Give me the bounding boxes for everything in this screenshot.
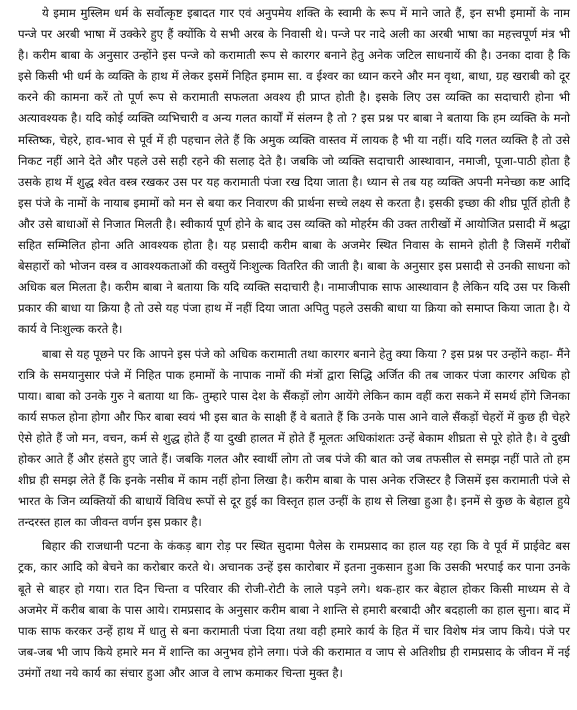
paragraph-karamati-panja: ये इमाम मुस्लिम धर्म के सर्वोत्कृष्ट इबादत गार एवं अनुपमेय शक्ति के स्वामी के रूप में माने जाते हैं, इन सभी इमामों के नाम पन्जे पर अरबी भाषा में उक्केरे हुए हैं क्योंकि ये सभी अरब के निवासी थे। पन्जे पर नादे अली का अरबी भाषा का महत्त्वपूर्ण मंत्र भी है। करीम बाबा के अनुसार उन्होंने इस पन्जे को करामाती रूप से कारगर बनाने हेतु अनेक जटिल साधनायें की है। उनका दावा है कि इसे किसी भी धर्म के व्यक्ति के हाथ में लेकर इसमें निहित इमाम सा. व ईश्वर का ध्यान करने और मन वृथा, बाधा, ग्रह खराबी को दूर करने की कामना करें तो पूर्ण रूप से करामाती सफलता अवश्य ही प्राप्त होती है। इसके लिए उस व्यक्ति का सदाचारी होना भी अत्यावश्यक है। यदि कोई व्यक्ति व्यभिचारी व अन्य गलत कार्यों में संलग्न है तो ? इस प्रश्न पर बाबा ने बताया कि हम व्यक्ति के मनो मस्तिष्क, चेहरे, हाव-भाव से पूर्व में ही पहचान लेते हैं कि अमुक व्यक्ति वास्तव में लायक है भी या नहीं। यदि गलत व्यक्ति है तो उसे निकट नहीं आने देते और पहले उसे सही रहने की सलाह देते है। जबकि जो व्यक्ति सदाचारी आस्थावान, नमाजी, पूजा-पाठी होता है उसके हाथ में शुद्ध श्वेत वस्त्र रखकर उस पर यह करामाती पंजा रख दिया जाता है। ध्यान से तब यह व्यक्ति अपनी मनेच्छा कष्ट आदि इस पंजे के नामों के नायाब इमामों को मन से बया कर निवारण की प्रार्थना सच्चे लक्ष्य से करता है। इसकी इच्छा की शीघ्र पूर्ति होती है और उसे बाधाओं से निजात मिलती है। स्वीकार्य पूर्ण होने के बाद उस व्यक्ति को मोहर्रम की उक्त तारीखों में आयोजित प्रसादी में श्रद्धा सहित सम्मिलित होना अति आवश्यक होता है। यह प्रसादी करीम बाबा के अजमेर स्थित निवास के सामने होती है जिसमें गरीबों बेसहारों को भोजन वस्त्र व आवश्यकताओं की वस्तुयें निःशुल्क वितरित की जाती है। बाबा के अनुसार इस प्रसादी से उनकी साधना को अधिक बल मिलता है। करीम बाबा ने बताया कि यदि व्यक्ति सदाचारी है। नामाजीपाक साफ आस्थावान है लेकिन यदि उस पर किसी प्रकार की बाधा या क्रिया है तो उसे यह पंजा हाथ में नहीं दिया जाता अपितु पहले उसकी बाधा या क्रिया को समाप्त किया जाता है। ये कार्य वे निःशुल्क करते है। bbox=[18, 6, 570, 337]
paragraph-ramprasad-case: बिहार की राजधानी पटना के कंकड़ बाग रोड़ पर स्थित सुदामा पैलेस के रामप्रसाद का हाल यह रहा कि वे पूर्व में प्राईवेट बस ट्रक, कार आदि को बेचने का करोबार करते थे। अचानक उन्हें इस कारोबार में इतना नुकसान हुआ कि उसकी भरपाई कर पाना उनके बूते से बाहर हो गया। रात दिन चिन्ता व परिवार की रोजी-रोटी के लाले पड़ने लगे। थक-हार कर बेहाल होकर किसी माध्यम से वे अजमेर में करीब बाबा के पास आये। रामप्रसाद के अनुसार करीम बाबा ने शान्ति से हमारी बरबादी और बदहाली का हाल सुना। बाद में पाक साफ करकर उन्हें हाथ में धातु से बना करामाती पंजा दिया तथा वही हमारे कार्य के हित में चार विशेष मंत्र जाप किये। पंजे पर जब-जब भी जाप किये हमारे मन में शान्ति का अनुभव होने लगा। पंजे की करामात व जाप से अतिशीघ्र ही रामप्रसाद के जीवन में नई उमंगों तथा नये कार्य का संचार हुआ और आज वे लाभ कमाकर चिन्ता मुक्त है। bbox=[18, 539, 570, 680]
paragraph-baba-interview: बाबा से यह पूछने पर कि आपने इस पंजे को अधिक करामाती तथा कारगर बनाने हेतु क्या किया ? इस प्रश्न पर उन्होंने कहा- मैंने रात्रि के समयानुसार पंजे में निहित पाक हमामों के नापाक नामों की मंत्रों द्वारा सिद्धि अर्जित की तब जाकर पंजा कारगर अधिक हो पाया। बाबा को उनके गुरु ने बताया था कि- तुम्हारे पास देश के सैंकड़ों लोग आयेंगे लेकिन काम वहीं करा सकने में समर्थ होंगे जिनका कार्य सफल होना होगा और फिर बाबा स्वयं भी इस बात के साक्षी हैं वे बताते हैं कि उनके पास आने वाले सैंकड़ों चेहरों में कुछ ही चेहरे ऐसे होते हैं जो मन, वचन, कर्म से शुद्ध होते हैं या दुखी हालत में होते हैं मूलतः अधिकांशतः उन्हें बेकाम शीघ्रता से पूरे होते है। वे दुखी होकर आते हैं और हंसते हुए जाते हैं। जबकि गलत और स्वार्थी लोग तो जब पंजे की बात को जब तफसील से समझ नहीं पाते तो हम शीघ्र ही समझ लेते हैं कि इनके नसीब में काम नहीं होना लिखा है। करीम बाबा के पास अनेक रजिस्टर है जिसमें इस करामाती पंजे से भारत के जिन व्यक्तियों की बाधायें विविध रूपों से दूर हुई का विस्तृत हाल उन्हीं के हाथ से लिखा हुआ है। इनमें से कुछ के बेहाल हुये तन्दरस्त हाल का जीवन्त वर्णन इस प्रकार है। bbox=[18, 346, 570, 530]
